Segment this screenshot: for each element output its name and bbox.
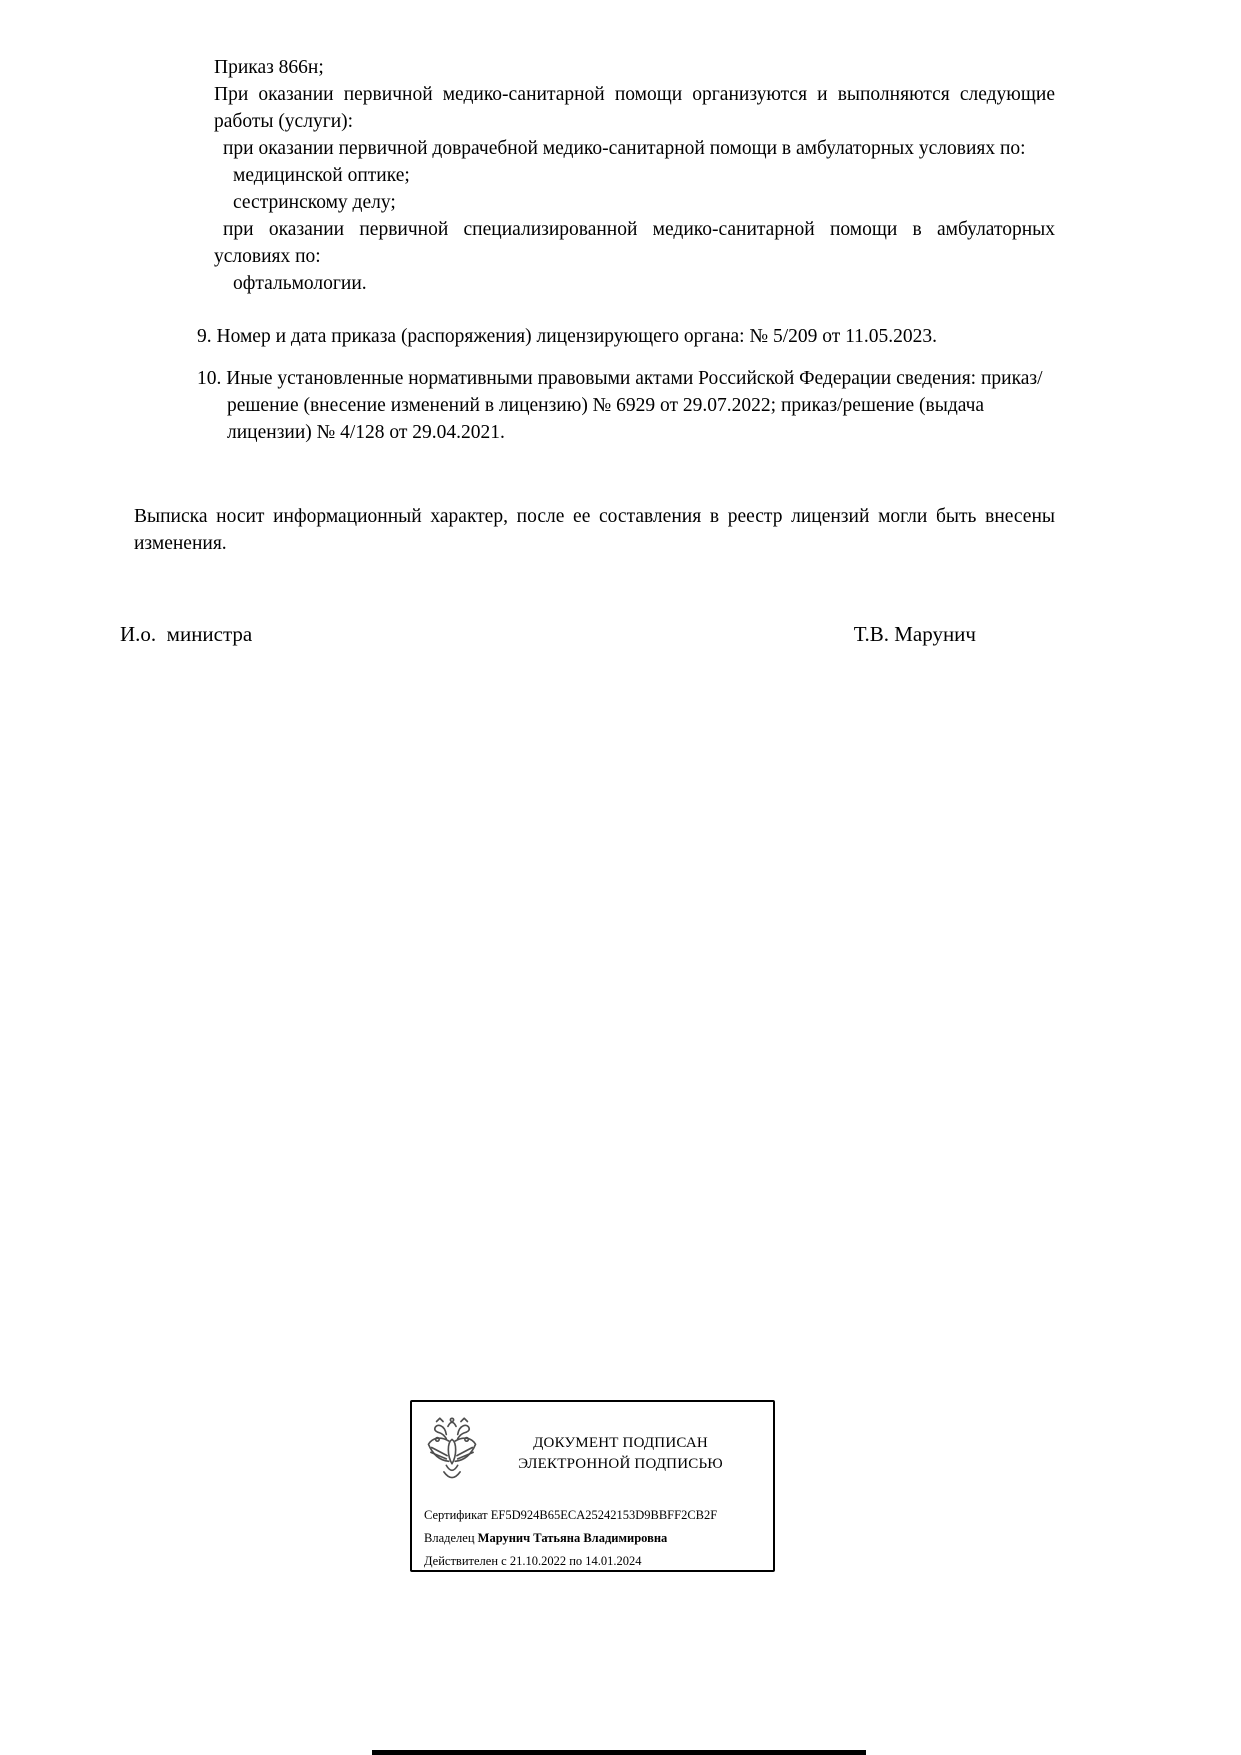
stamp-header xyxy=(424,1410,761,1498)
signer-name: Т.В. Марунич xyxy=(853,622,976,646)
coat-of-arms-icon xyxy=(424,1415,480,1493)
signature-row xyxy=(120,621,976,648)
electronic-signature-stamp xyxy=(410,1400,775,1572)
certificate-label: Сертификат xyxy=(424,1508,488,1522)
item-9-order-number: 9. Номер и дата приказа (распоряжения) лицензирующего органа: № 5/209 от 11.05.2023. xyxy=(197,326,938,347)
signer-position: И.о. министра xyxy=(120,622,253,646)
certificate-line xyxy=(424,1504,761,1527)
stamp-title-line1: ДОКУМЕНТ ПОДПИСАН xyxy=(533,1435,708,1451)
owner-line xyxy=(424,1527,761,1550)
pre-medical-care-paragraph: при оказании первичной доврачебной медико-санитарной помощи в амбулаторных условиях по: xyxy=(223,138,1026,159)
certificate-value: EF5D924B65ECA25242153D9BBFF2CB2F xyxy=(490,1508,718,1522)
specialized-care-paragraph: при оказании первичной специализированной медико-санитарной помощи в амбулаторных условиях по: xyxy=(214,219,1055,267)
work-item-ophthalmology: офтальмологии. xyxy=(233,273,367,294)
owner-label: Владелец xyxy=(424,1531,475,1545)
validity-label: Действителен xyxy=(424,1554,499,1568)
order-ref-line: Приказ 866н; xyxy=(214,57,324,78)
informational-note: Выписка носит информационный характер, после ее составления в реестр лицензий могли быть внесены изменения. xyxy=(134,506,1055,554)
item-10-other-info: 10. Иные установленные нормативными правовыми актами Российской Федерации сведения: приказ/решение (внесение изменений в лицензию) № 6929 от 29.07.2022; приказ/решение (выдача лицензии) № 4/128 от 29.04.2021. xyxy=(197,368,1043,443)
page-bottom-line xyxy=(372,1750,866,1755)
owner-name: Марунич Татьяна Владимировна xyxy=(477,1531,668,1545)
stamp-title-line2: ЭЛЕКТРОННОЙ ПОДПИСЬЮ xyxy=(518,1456,723,1472)
validity-line xyxy=(424,1550,761,1573)
work-item-medical-optics: медицинской оптике; xyxy=(233,165,410,186)
work-item-nursing: сестринскому делу; xyxy=(233,192,396,213)
license-works-section xyxy=(214,54,1055,297)
stamp-details xyxy=(424,1504,761,1573)
validity-value: с 21.10.2022 по 14.01.2024 xyxy=(501,1554,642,1568)
stamp-title xyxy=(480,1433,761,1475)
primary-care-paragraph: При оказании первичной медико-санитарной помощи организуются и выполняются следующие работы (услуги): xyxy=(214,84,1055,132)
